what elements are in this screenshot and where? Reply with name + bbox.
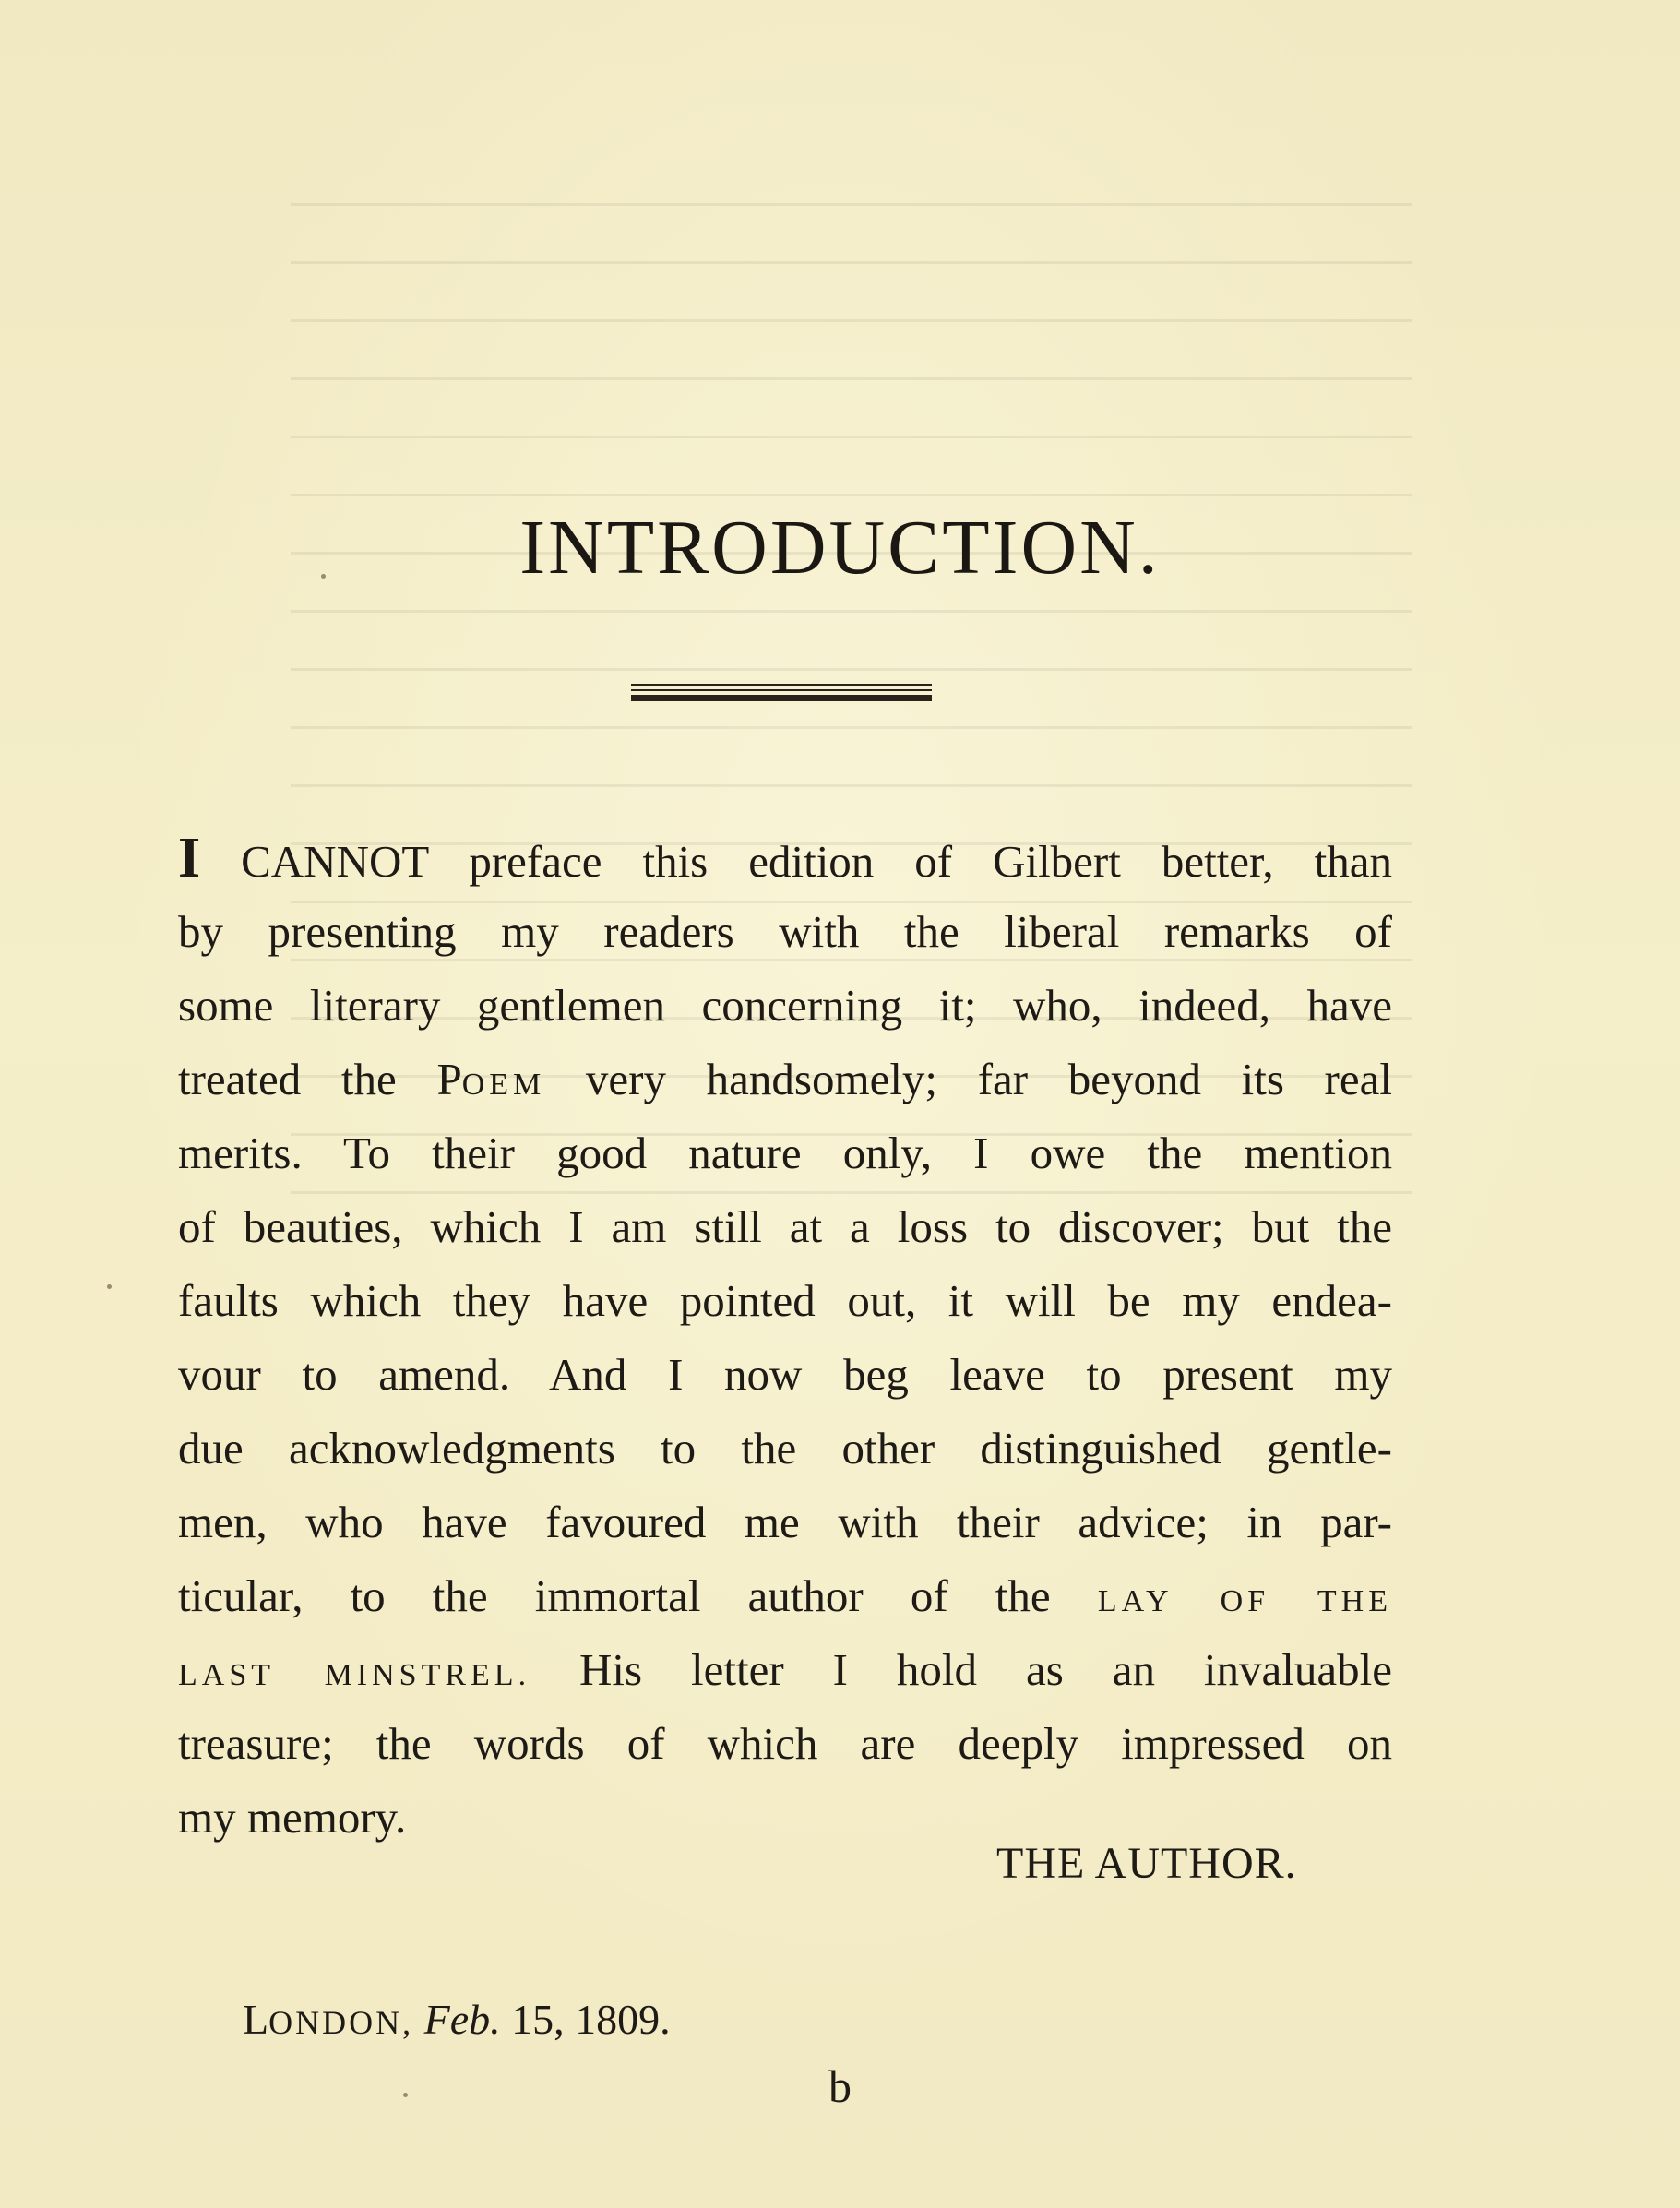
body-line-7: faults which they have pointed out, it will be my endea-	[178, 1275, 1392, 1326]
page-title: INTRODUCTION.	[519, 505, 1161, 591]
body-line-9: due acknowledgments to the other distinguished gentle-	[178, 1423, 1392, 1474]
printer-signature-mark: b	[828, 2060, 852, 2112]
paper-speck	[107, 1284, 112, 1289]
body-line-2: by presenting my readers with the liberal remarks of	[178, 906, 1392, 957]
body-line-1: I CANNOT preface this edition of Gilbert better, than	[178, 827, 1392, 889]
body-line-6: of beauties, which I am still at a loss to discover; but the	[178, 1201, 1392, 1252]
body-line-12: LAST MINSTREL. His letter I hold as an invaluable	[178, 1644, 1393, 1695]
body-line-3: some literary gentlemen concerning it; who, indeed, have	[178, 980, 1392, 1031]
body-line-5: merits. To their good nature only, I owe the mention	[178, 1128, 1392, 1178]
body-line-4: treated the POEM very handsomely; far beyond its real	[178, 1054, 1392, 1104]
small-caps-minstrel: LAST MINSTREL.	[178, 1658, 531, 1692]
paper-speck	[403, 2093, 408, 2097]
paper-speck	[321, 574, 326, 579]
author-signature: THE AUTHOR.	[996, 1839, 1297, 1888]
small-caps-lay: LAY OF THE	[1097, 1584, 1392, 1618]
introduction-body	[178, 821, 1392, 1855]
dateline: LONDON, Feb. 15, 1809.	[243, 1996, 671, 2043]
body-line-8: vour to amend. And I now beg leave to present my	[178, 1349, 1392, 1400]
title-rule	[631, 684, 932, 701]
body-line-10: men, who have favoured me with their advice; in par-	[178, 1497, 1392, 1547]
drop-cap: I	[178, 827, 201, 889]
body-line-13: treasure; the words of which are deeply impressed on	[178, 1718, 1392, 1769]
body-line-11: ticular, to the immortal author of the LAY OF THE	[178, 1570, 1392, 1621]
body-line-14: my memory.	[178, 1792, 407, 1843]
